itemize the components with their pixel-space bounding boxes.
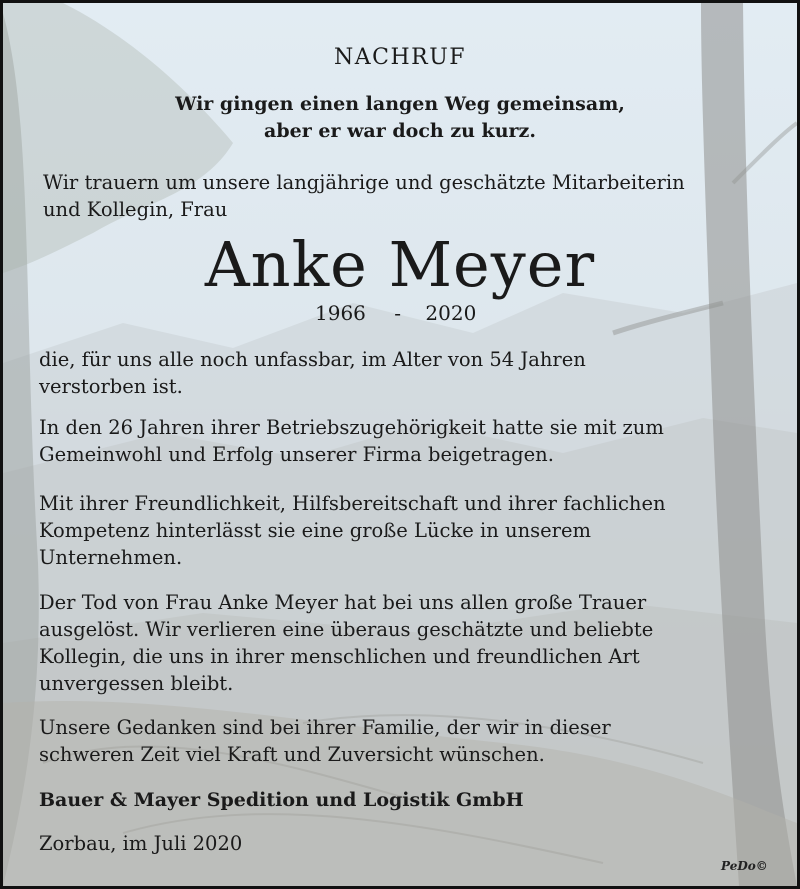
motto [3,91,797,145]
paragraph [39,589,653,697]
paragraph-line: verstorben ist. [39,375,183,398]
company-signature: Bauer & Mayer Spedition und Logistik GmbH [39,789,524,811]
motto-line: aber er war doch zu kurz. [264,120,536,142]
intro-line: Wir trauern um unsere langjährige und geschätzte Mitarbeiterin [43,171,685,194]
date-separator: - [394,301,402,325]
deceased-name: Anke Meyer [204,228,596,301]
intro-text [43,169,685,223]
copyright-mark: PeDo© [721,859,768,873]
paragraph-line: In den 26 Jahren ihrer Betriebszugehörigkeit hatte sie mit zum [39,416,664,439]
paragraph-line: schweren Zeit viel Kraft und Zuversicht wünschen. [39,743,545,766]
paragraph [39,346,586,400]
paragraph-line: unvergessen bleibt. [39,672,234,695]
intro-line: und Kollegin, Frau [43,198,228,221]
paragraph [39,490,666,571]
paragraph-line: Unsere Gedanken sind bei ihrer Familie, der wir in dieser [39,716,611,739]
paragraph-line: Der Tod von Frau Anke Meyer hat bei uns allen große Trauer [39,591,647,614]
paragraph-line: die, für uns alle noch unfassbar, im Alter von 54 Jahren [39,348,586,371]
paragraph [39,414,664,468]
paragraph-line: Gemeinwohl und Erfolg unserer Firma beigetragen. [39,443,554,466]
motto-line: Wir gingen einen langen Weg gemeinsam, [175,93,625,115]
paragraph-line: ausgelöst. Wir verlieren eine überaus geschätzte und beliebte [39,618,654,641]
paragraph-line: Kollegin, die uns in ihrer menschlichen und freundlichen Art [39,645,640,668]
paragraph-line: Unternehmen. [39,546,183,569]
death-year: 2020 [425,301,477,325]
life-dates [315,299,476,327]
notice-heading: NACHRUF [333,45,467,70]
paragraph-line: Mit ihrer Freundlichkeit, Hilfsbereitschaft und ihrer fachlichen [39,492,666,515]
birth-year: 1966 [315,301,366,325]
place-date: Zorbau, im Juli 2020 [39,832,243,855]
paragraph [39,714,611,768]
paragraph-line: Kompetenz hinterlässt sie eine große Lücke in unserem [39,519,592,542]
